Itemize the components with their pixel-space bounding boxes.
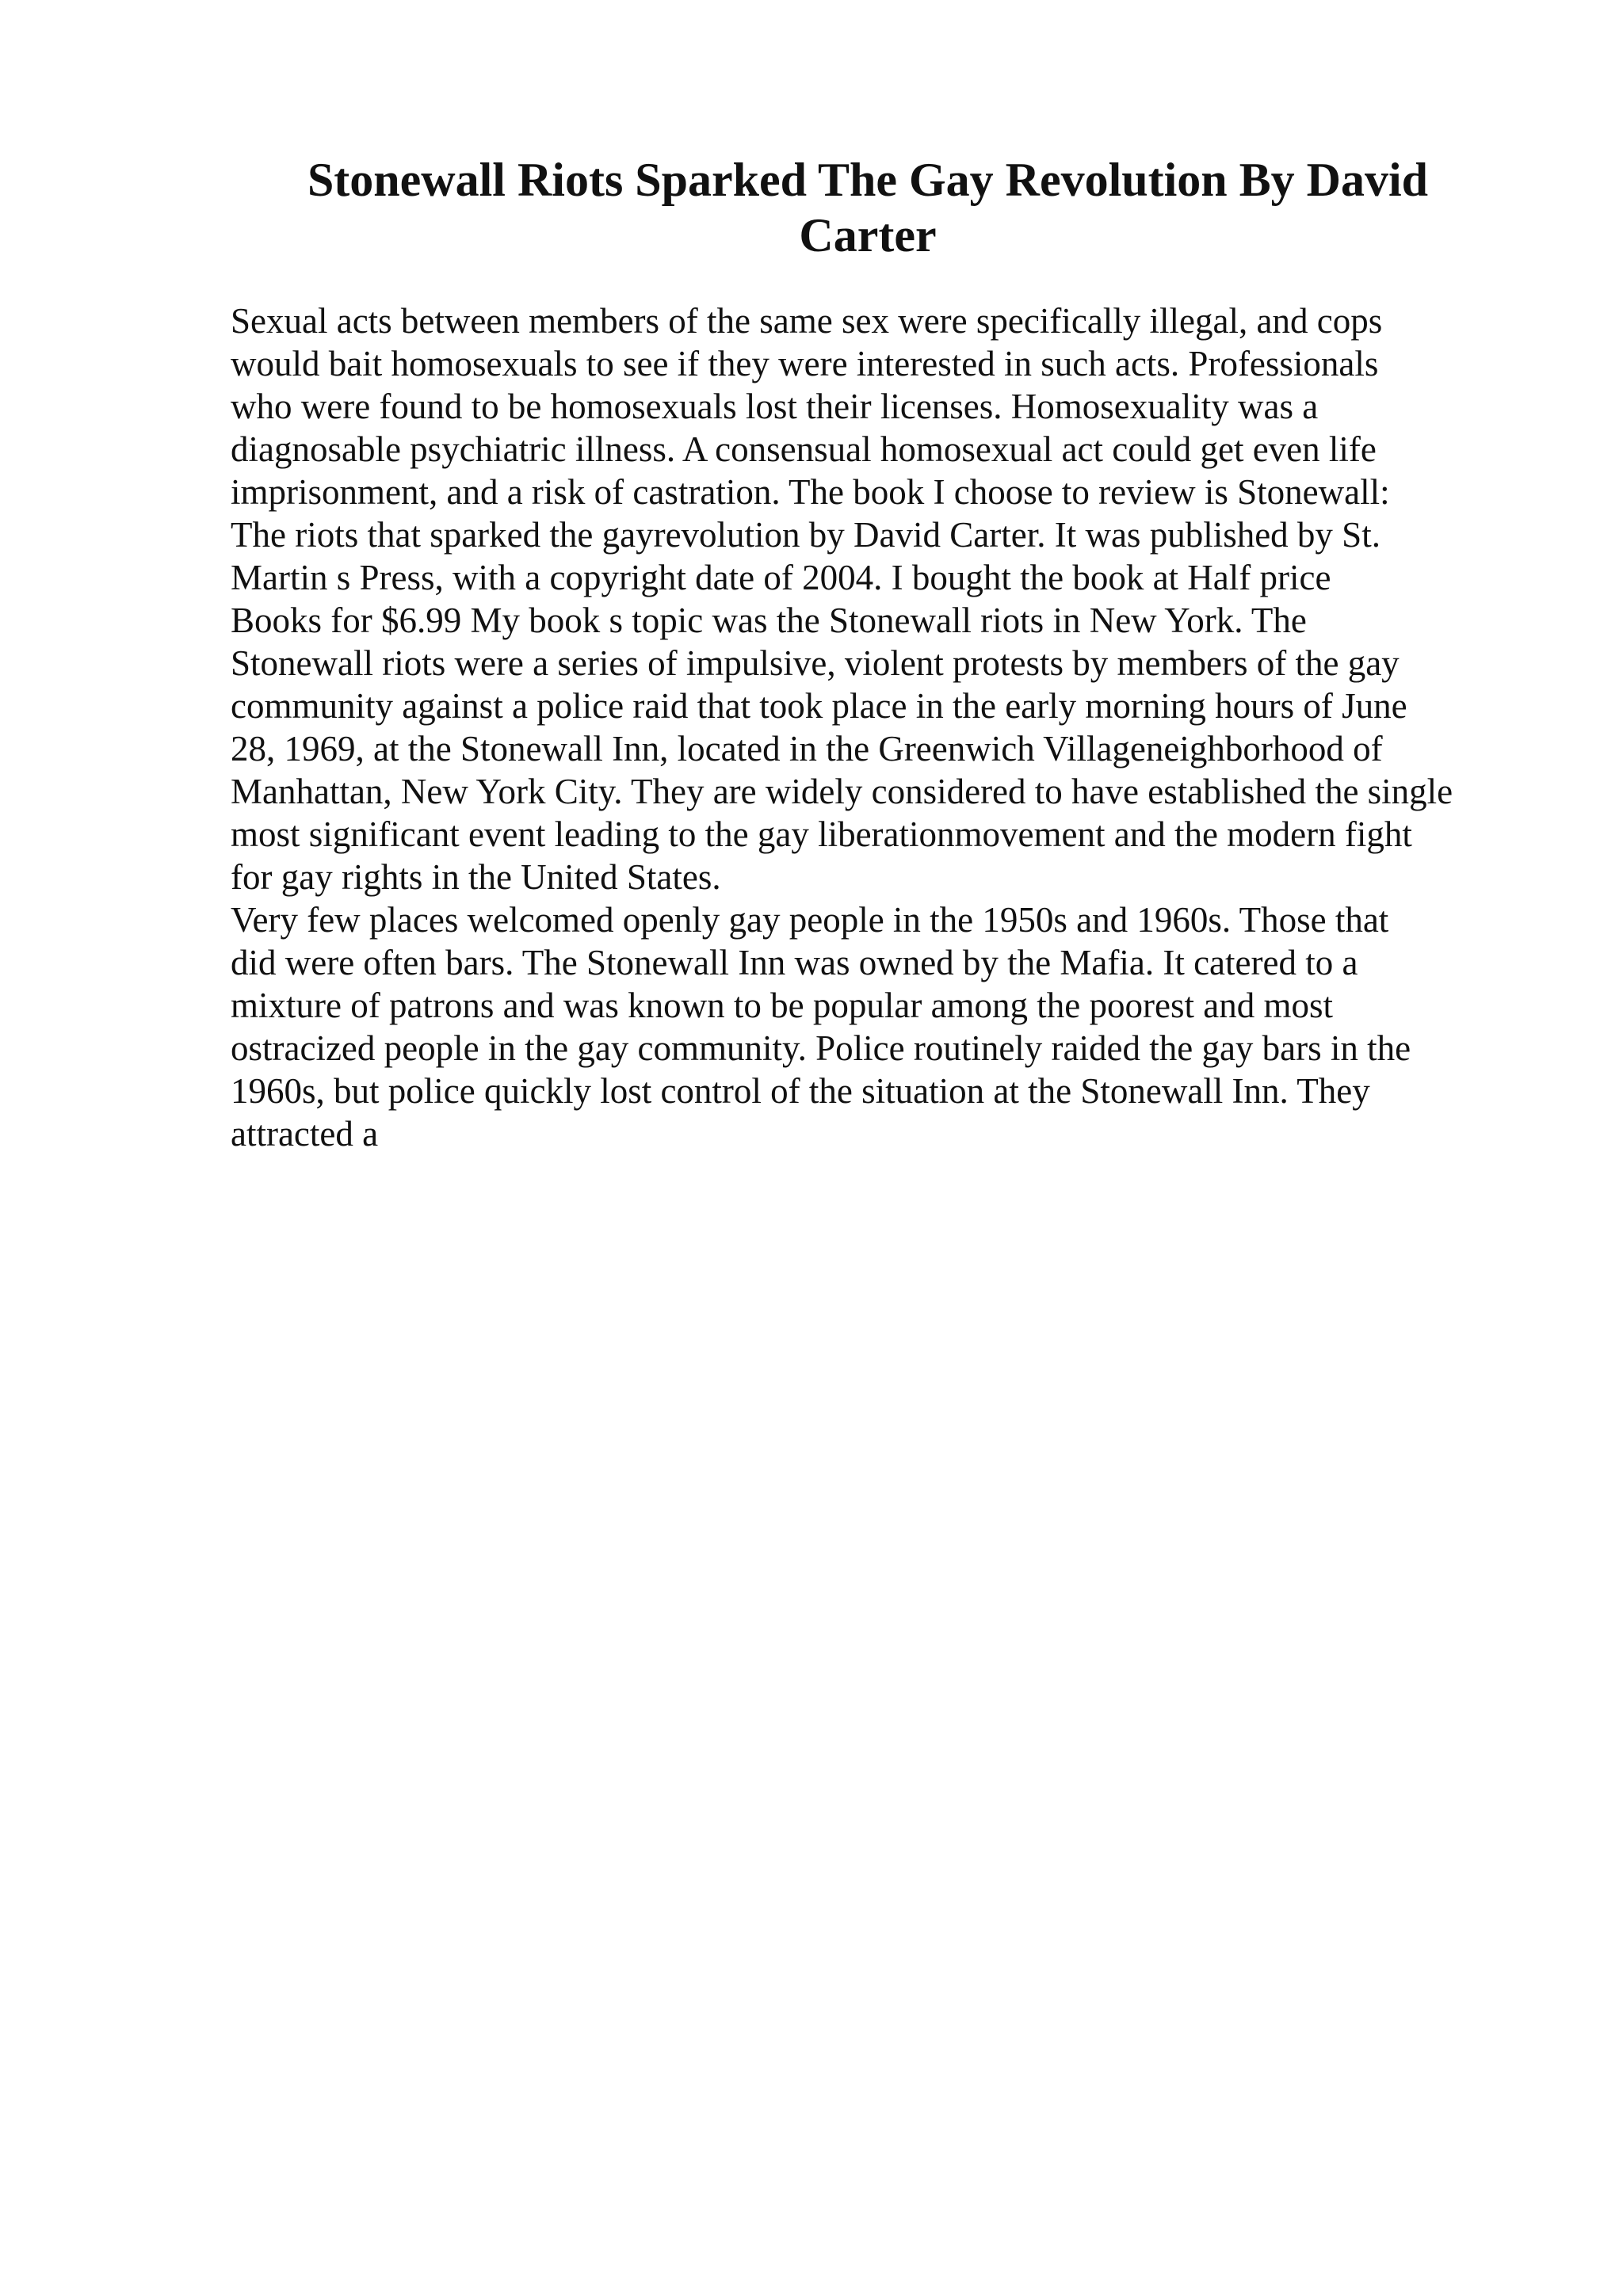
body-text xyxy=(231,299,1514,1155)
body-line: most significant event leading to the gay liberationmovement and the modern fight xyxy=(231,814,1412,854)
body-line: 28, 1969, at the Stonewall Inn, located in the Greenwich Villageneighborhood of xyxy=(231,729,1383,769)
body-line: would bait homosexuals to see if they were interested in such acts. Professionals xyxy=(231,344,1379,383)
body-line: community against a police raid that took place in the early morning hours of June xyxy=(231,686,1407,726)
title-line-2: Carter xyxy=(799,209,937,261)
body-line: Sexual acts between members of the same sex were specifically illegal, and cops xyxy=(231,301,1383,341)
body-line: Martin s Press, with a copyright date of 2004. I bought the book at Half price xyxy=(231,558,1331,597)
page-title xyxy=(230,152,1506,263)
body-line: Manhattan, New York City. They are widely considered to have established the single xyxy=(231,772,1453,811)
body-line: diagnosable psychiatric illness. A consensual homosexual act could get even life xyxy=(231,429,1377,469)
body-line: ostracized people in the gay community. Police routinely raided the gay bars in the xyxy=(231,1028,1411,1068)
body-line: Very few places welcomed openly gay people in the 1950s and 1960s. Those that xyxy=(231,900,1389,940)
body-line: The riots that sparked the gayrevolution by David Carter. It was published by St. xyxy=(231,515,1381,555)
body-line: who were found to be homosexuals lost their licenses. Homosexuality was a xyxy=(231,387,1319,426)
body-line: did were often bars. The Stonewall Inn was owned by the Mafia. It catered to a xyxy=(231,943,1358,982)
body-line: Stonewall riots were a series of impulsive, violent protests by members of the gay xyxy=(231,643,1400,683)
body-line: 1960s, but police quickly lost control of the situation at the Stonewall Inn. They xyxy=(231,1071,1370,1111)
body-line: attracted a xyxy=(231,1114,379,1154)
body-line: Books for $6.99 My book s topic was the Stonewall riots in New York. The xyxy=(231,601,1307,640)
body-line: imprisonment, and a risk of castration. The book I choose to review is Stonewall: xyxy=(231,472,1390,512)
body-line: for gay rights in the United States. xyxy=(231,857,721,897)
title-line-1: Stonewall Riots Sparked The Gay Revolution By David xyxy=(307,154,1429,206)
body-line: mixture of patrons and was known to be popular among the poorest and most xyxy=(231,986,1333,1025)
